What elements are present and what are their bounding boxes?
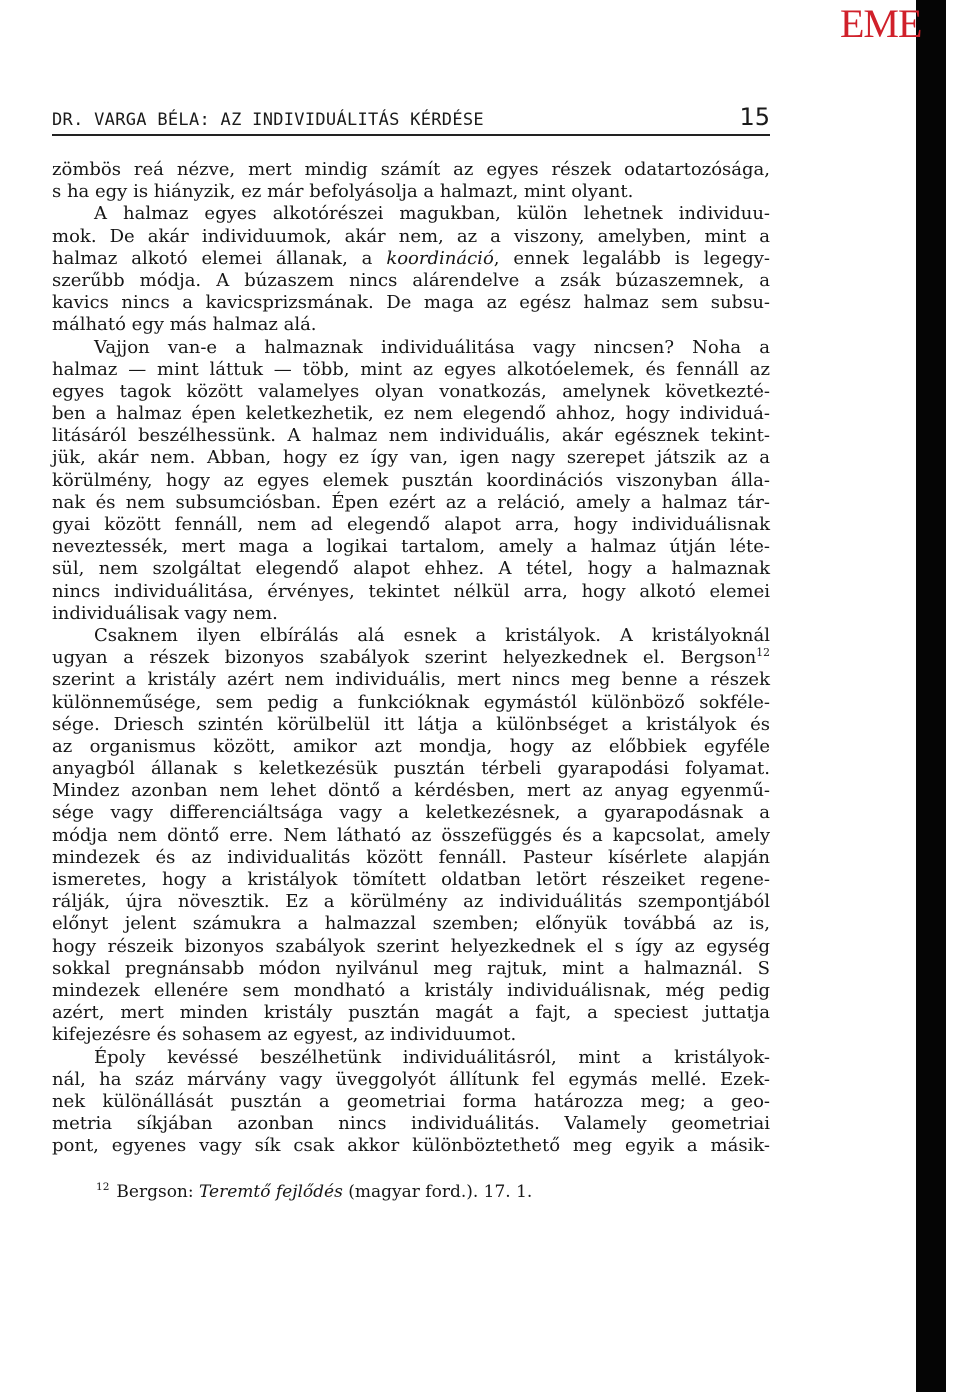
body-text (52, 159, 770, 1157)
text-line (52, 159, 770, 181)
text-run: előnyt jelent számukra a halmazzal szemben; előnyük továbbá az is, (52, 913, 770, 935)
text-run: nál, ha száz márvány vagy üveggolyót állítunk fel egymás mellé. Ezek- (52, 1068, 770, 1090)
text-line (52, 203, 770, 225)
text-line (52, 958, 770, 980)
text-run: mok. De akár individuumok, akár nem, az a viszony, amelyben, mint a (52, 225, 770, 247)
text-run: ben a halmaz épen keletkezhetik, ez nem elegendő ahhoz, hogy individuá- (52, 403, 770, 425)
text-run: mindezek és az individualitás között fennáll. Pasteur kísérlete alapján (52, 846, 770, 868)
text-line (52, 802, 770, 824)
text-run: különneműsége, sem pedig a funkcióknak egymástól különböző sokféle- (52, 691, 770, 713)
text-run: sül, nem szolgáltat elegendő alapot ehhez. A tétel, hogy a halmaznak (52, 558, 770, 580)
footnote-title: Teremtő fejlődés (199, 1182, 343, 1202)
header-rule (52, 134, 770, 136)
text-line (52, 1024, 770, 1046)
text-line (52, 1002, 770, 1024)
running-head: DR. VARGA BÉLA: AZ INDIVIDUÁLITÁS KÉRDÉSE (52, 110, 484, 130)
text-line (52, 869, 770, 891)
footnote (96, 1181, 532, 1203)
text-line (52, 470, 770, 492)
text-run: Mindez azonban nem lehet döntő a kérdésben, mert az anyag egyenmű- (52, 780, 770, 802)
text-line (52, 1113, 770, 1135)
text-line (52, 736, 770, 758)
text-line (52, 692, 770, 714)
text-line (52, 625, 770, 647)
text-line (52, 492, 770, 514)
text-run: azért, mert minden kristály pusztán magát a fajt, a speciest juttatja (52, 1002, 770, 1024)
text-run: Vajjon van-e a halmaznak individuálitása vagy nincsen? Noha a (94, 336, 770, 358)
text-line (52, 714, 770, 736)
text-run: gyai között fennáll, nem ad elegendő alapot arra, hogy individuálisnak (52, 514, 770, 535)
text-run: mindezek ellenére sem mondható a kristály individuálisnak, még pedig (52, 979, 770, 1001)
text-line (52, 891, 770, 913)
text-run: A halmaz egyes alkotórészei magukban, külön lehetnek individuu- (94, 203, 770, 225)
text-run: anyagból állanak s keletkezésük pusztán térbeli gyarapodási folyamat. (52, 758, 770, 780)
text-line (52, 536, 770, 558)
text-line (52, 558, 770, 580)
text-run: körülmény, hogy az egyes elemek pusztán koordinációs viszonyban álla- (52, 469, 770, 491)
text-run: s ha egy is hiányzik, ez már befolyásolja a halmazt, mint olyant. (52, 181, 634, 203)
text-run: halmaz — mint láttuk — több, mint az egyes alkotóelemek, és fennáll az (52, 358, 770, 380)
text-line (52, 292, 770, 314)
text-line (52, 913, 770, 935)
text-run: jük, akár nem. Abban, hogy ez így van, igen nagy szerepet játszik az a (52, 447, 770, 469)
text-line (52, 780, 770, 802)
text-line (52, 447, 770, 469)
footnote-details: (magyar ford.). 17. 1. (342, 1182, 533, 1202)
footnote-author: Bergson: (116, 1182, 200, 1202)
text-line (52, 226, 770, 248)
text-line (52, 1069, 770, 1091)
text-line (52, 581, 770, 603)
text-run: neveztessék, mert maga a logikai tartalom, amely a halmaz útján léte- (52, 536, 770, 558)
text-line (52, 314, 770, 336)
text-run: , ennek legalább is legegy- (493, 247, 770, 269)
text-run: pont, egyenes vagy sík csak akkor különböztethető meg egyik a másik- (52, 1135, 770, 1157)
text-run: metria síkjában azonban nincs individuálitás. Valamely geometriai (52, 1113, 770, 1135)
text-line (52, 758, 770, 780)
text-line (52, 936, 770, 958)
text-line (52, 669, 770, 691)
text-line (52, 337, 770, 359)
text-line (52, 603, 770, 625)
text-run: Époly kevéssé beszélhetünk individuálitásról, mint a kristályok- (94, 1046, 770, 1068)
text-run: szerűbb módja. A búzaszem nincs alárendelve a zsák búzaszemnek, a (52, 269, 770, 291)
eme-logo: EME (840, 1, 922, 46)
page-number: 15 (739, 103, 770, 131)
text-line (52, 425, 770, 447)
text-run: nek különállását pusztán a geometriai forma határozza meg; a geo- (52, 1090, 770, 1112)
text-run: hogy részeik bizonyos szabályok szerint helyezkednek el s így az egység (52, 935, 770, 957)
text-line (52, 647, 770, 669)
text-line (52, 847, 770, 869)
text-run: ugyan a részek bizonyos szabályok szerint helyezkednek el. Bergson (52, 647, 757, 669)
text-line (52, 980, 770, 1002)
text-line (52, 1091, 770, 1113)
text-run: zömbös reá nézve, mert mindig számít az egyes részek odatartozósága, (52, 159, 770, 180)
text-run: nak és nem subsumciósban. Épen ezért az a reláció, amely a halmaz tár- (52, 491, 770, 513)
text-run: málható egy más halmaz alá. (52, 314, 317, 336)
text-line (52, 381, 770, 403)
text-line (52, 248, 770, 270)
text-run: halmaz alkotó elemei állanak, a (52, 247, 387, 269)
text-run: módja nem döntő erre. Nem látható az összefüggés és a kapcsolat, amely (52, 824, 770, 846)
text-run: nincs individuálitása, érvényes, tekintet nélkül arra, hogy alkotó elemei (52, 580, 770, 602)
text-line (52, 514, 770, 536)
text-line (52, 270, 770, 292)
text-line (52, 181, 770, 203)
text-run: az organismus között, amikor azt mondja, hogy az előbbiek egyféle (52, 735, 770, 757)
footnote-marker: 12 (96, 1181, 110, 1194)
text-line (52, 1135, 770, 1157)
text-run: Csaknem ilyen elbírálás alá esnek a kristályok. A kristályoknál (94, 624, 770, 646)
text-run: ismeretes, hogy a kristályok tömített oldatban letört részeiket regene- (52, 869, 770, 890)
text-line (52, 359, 770, 381)
text-run: sége vagy differenciáltsága vagy a keletkezésnek, a gyarapodásnak a (52, 802, 770, 824)
footnote-ref: 12 (756, 646, 770, 660)
text-run: egyes tagok között valamelyes olyan vonatkozás, amelynek következté- (52, 380, 770, 402)
text-run: sége. Driesch szintén körülbelül itt látja a különbséget a kristályok és (52, 713, 770, 735)
text-run: kifejezésre és sohasem az egyest, az individuumot. (52, 1024, 517, 1046)
italic-text: koordináció (386, 247, 494, 269)
text-line (52, 1047, 770, 1069)
text-run: individuálisak vagy nem. (52, 602, 278, 624)
text-run: szerint a kristály azért nem individuális, mert nincs meg benne a részek (52, 669, 770, 691)
text-run: kavics nincs a kavicsprizsmának. De maga az egész halmaz sem subsu- (52, 292, 770, 314)
text-run: litásáról beszélhessünk. A halmaz nem individuális, akár egésznek tekint- (52, 425, 770, 447)
text-line (52, 825, 770, 847)
scan-edge (916, 0, 946, 1392)
text-run: rálják, újra növesztik. Ez a körülmény az individuálitás szempontjából (52, 891, 770, 913)
text-line (52, 403, 770, 425)
text-run: sokkal pregnánsabb módon nyilvánul meg rajtuk, mint a halmaznál. S (52, 957, 770, 979)
